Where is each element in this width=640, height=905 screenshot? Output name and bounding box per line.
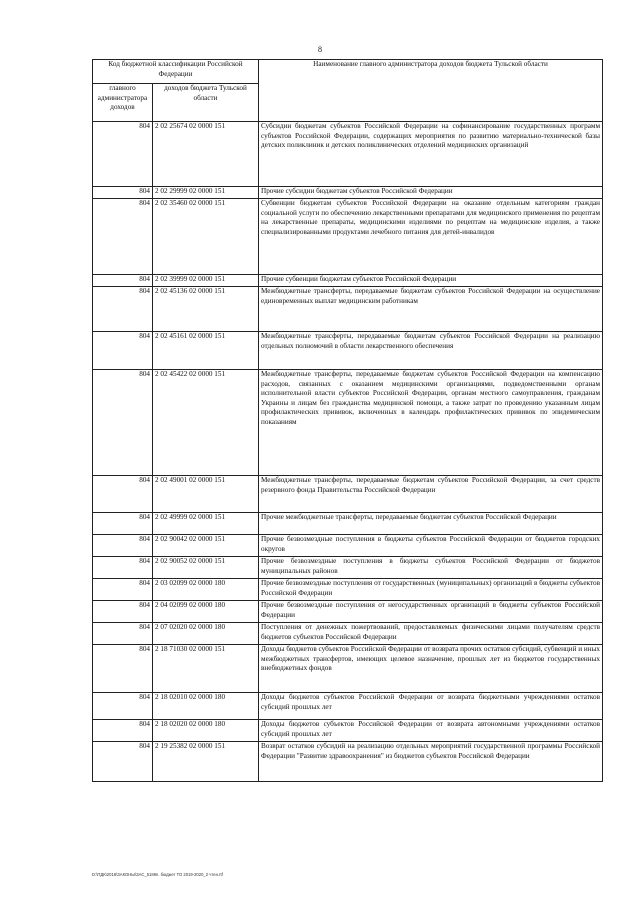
header-name-label: Наименование главного администратора доходов бюджета Тульской области	[259, 60, 603, 122]
revenue-name: Межбюджетные трансферты, передаваемые бюджетам субъектов Российской Федерации, за счет средств резервного фонда Правительства Российской Федерации	[259, 476, 603, 513]
revenue-name: Доходы бюджетов субъектов Российской Федерации от возврата прочих остатков субсидий, субвенций и иных межбюджетных трансфертов, имеющих целевое назначение, прошлых лет из бюджетов государственных внебюджетных фондов	[259, 645, 603, 693]
table-row	[93, 579, 603, 601]
table-header	[93, 60, 603, 122]
admin-code: 804	[93, 122, 153, 187]
table-row	[93, 601, 603, 623]
revenue-name: Прочие субсидии бюджетам субъектов Российской Федерации	[259, 187, 603, 199]
file-path-footer: D:\ПДК\2018\ЗАКОНЫ\ЗАС_5189п. бюджет ТО 2019-2020_2 чтен.rtf	[92, 872, 223, 877]
revenue-name: Поступления от денежных пожертвований, предоставляемых физическими лицами получателям средств бюджетов субъектов Российской Федерации	[259, 623, 603, 645]
revenue-code: 2 02 49999 02 0000 151	[153, 513, 259, 535]
revenue-name: Прочие безвозмездные поступления от негосударственных организаций в бюджеты субъектов Российской Федерации	[259, 601, 603, 623]
revenue-name: Прочие межбюджетные трансферты, передаваемые бюджетам субъектов Российской Федерации	[259, 513, 603, 535]
admin-code: 804	[93, 645, 153, 693]
page-number: 8	[318, 45, 322, 54]
admin-code: 804	[93, 693, 153, 720]
admin-code: 804	[93, 720, 153, 742]
admin-code: 804	[93, 557, 153, 579]
revenue-code: 2 02 45161 02 0000 151	[153, 332, 259, 370]
table-row	[93, 623, 603, 645]
admin-code: 804	[93, 742, 153, 782]
table-row	[93, 187, 603, 199]
table-row	[93, 645, 603, 693]
table-row	[93, 199, 603, 275]
revenue-code: 2 18 02010 02 0000 180	[153, 693, 259, 720]
revenue-code: 2 02 49001 02 0000 151	[153, 476, 259, 513]
revenue-code: 2 02 90042 02 0000 151	[153, 535, 259, 557]
revenue-code: 2 02 25674 02 0000 151	[153, 122, 259, 187]
revenue-code: 2 18 02020 02 0000 180	[153, 720, 259, 742]
revenue-code: 2 02 35460 02 0000 151	[153, 199, 259, 275]
revenue-code: 2 19 25382 02 0000 151	[153, 742, 259, 782]
revenue-code: 2 02 90052 02 0000 151	[153, 557, 259, 579]
admin-code: 804	[93, 275, 153, 287]
revenue-name: Возврат остатков субсидий на реализацию отдельных мероприятий государственной программы Российской Федерации "Развитие здравоохранения" из бюджетов субъектов Российской Федерации	[259, 742, 603, 782]
admin-code: 804	[93, 187, 153, 199]
admin-code: 804	[93, 579, 153, 601]
revenue-name: Субсидии бюджетам субъектов Российской Федерации на софинансирование государственных программ субъектов Российской Федерации, содержащих мероприятия по развитию материально-технической базы детских поликлиник и детских поликлинических отделений медицинских организаций	[259, 122, 603, 187]
header-revenue-label: доходов бюджета Тульской области	[153, 84, 259, 122]
revenue-code: 2 02 29999 02 0000 151	[153, 187, 259, 199]
revenue-code: 2 02 45136 02 0000 151	[153, 287, 259, 332]
table-row	[93, 275, 603, 287]
table-row	[93, 513, 603, 535]
header-group-label: Код бюджетной классификации Российской Федерации	[93, 60, 259, 84]
admin-code: 804	[93, 623, 153, 645]
admin-code: 804	[93, 332, 153, 370]
admin-code: 804	[93, 601, 153, 623]
revenue-name: Межбюджетные трансферты, передаваемые бюджетам субъектов Российской Федерации на реализацию отдельных полномочий в области лекарственного обеспечения	[259, 332, 603, 370]
revenue-name: Доходы бюджетов субъектов Российской Федерации от возврата бюджетными учреждениями остатков субсидий прошлых лет	[259, 693, 603, 720]
revenue-administrators-table	[92, 59, 603, 782]
revenue-name: Прочие безвозмездные поступления от государственных (муниципальных) организаций в бюджеты субъектов Российской Федерации	[259, 579, 603, 601]
revenue-name: Доходы бюджетов субъектов Российской Федерации от возврата автономными учреждениями остатков субсидий прошлых лет	[259, 720, 603, 742]
revenue-code: 2 18 71030 02 0000 151	[153, 645, 259, 693]
admin-code: 804	[93, 370, 153, 476]
admin-code: 804	[93, 199, 153, 275]
revenue-name: Прочие субвенции бюджетам субъектов Российской Федерации	[259, 275, 603, 287]
table-row	[93, 370, 603, 476]
table-row	[93, 693, 603, 720]
table-row	[93, 720, 603, 742]
revenue-code: 2 02 39999 02 0000 151	[153, 275, 259, 287]
admin-code: 804	[93, 535, 153, 557]
admin-code: 804	[93, 476, 153, 513]
table-row	[93, 122, 603, 187]
table-row	[93, 742, 603, 782]
table-row	[93, 476, 603, 513]
table-row	[93, 557, 603, 579]
admin-code: 804	[93, 513, 153, 535]
revenue-name: Прочие безвозмездные поступления в бюджеты субъектов Российской Федерации от бюджетов муниципальных районов	[259, 557, 603, 579]
header-admin-label: главного администратора доходов	[93, 84, 153, 122]
table-row	[93, 332, 603, 370]
revenue-name: Межбюджетные трансферты, передаваемые бюджетам субъектов Российской Федерации на компенсацию расходов, связанных с оказанием медицинскими организациями, подведомственными органам исполнительной власти субъектов Российской Федерации, органам местного самоуправления, гражданам Украины и лицам без гражданства медицинской помощи, а также затрат по проведению указанным лицам профилактических прививок, включенных в календарь профилактических прививок по эпидемическим показаниям	[259, 370, 603, 476]
table-row	[93, 535, 603, 557]
revenue-code: 2 07 02020 02 0000 180	[153, 623, 259, 645]
revenue-code: 2 02 45422 02 0000 151	[153, 370, 259, 476]
revenue-name: Субвенции бюджетам субъектов Российской Федерации на оказание отдельным категориям граждан социальной услуги по обеспечению лекарственными препаратами для медицинского применения по рецептам на лекарственные препараты, медицинскими изделиями по рецептам на медицинские изделия, а также специализированными продуктами лечебного питания для детей-инвалидов	[259, 199, 603, 275]
revenue-name: Межбюджетные трансферты, передаваемые бюджетам субъектов Российской Федерации на осуществление единовременных выплат медицинским работникам	[259, 287, 603, 332]
revenue-name: Прочие безвозмездные поступления в бюджеты субъектов Российской Федерации от бюджетов городских округов	[259, 535, 603, 557]
revenue-code: 2 03 02099 02 0000 180	[153, 579, 259, 601]
admin-code: 804	[93, 287, 153, 332]
revenue-code: 2 04 02099 02 0000 180	[153, 601, 259, 623]
table-row	[93, 287, 603, 332]
